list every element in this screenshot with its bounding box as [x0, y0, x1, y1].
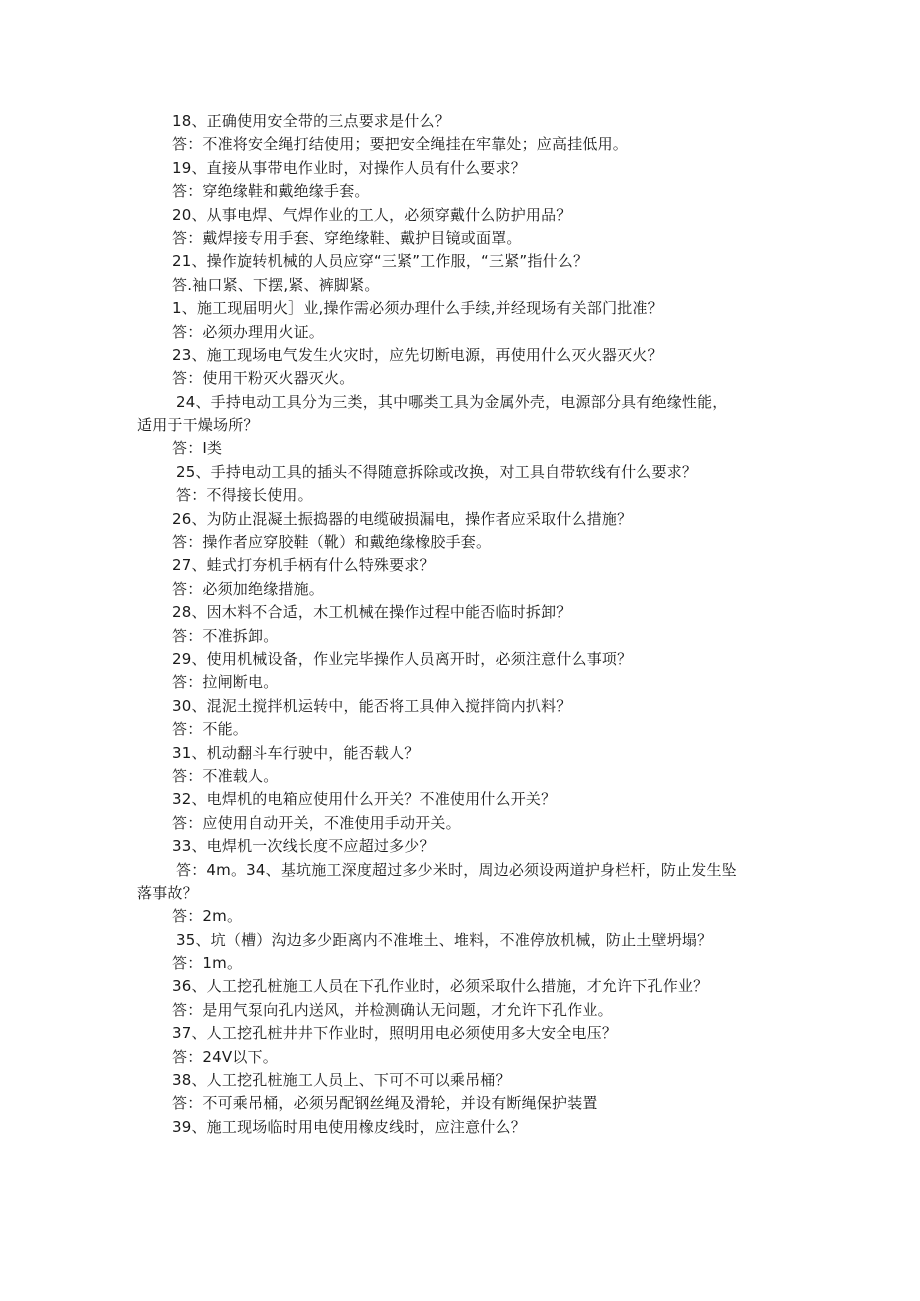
text-line: 24、手持电动工具分为三类，其中哪类工具为金属外壳，电源部分具有绝缘性能， [176, 392, 728, 411]
text-line: 答：不可乘吊桶，必须另配钢丝绳及滑轮，并设有断绳保护装置 [172, 1094, 598, 1113]
text-line: 答：2m。 [172, 907, 243, 926]
text-line: 36、人工挖孔桩施工人员在下孔作业时，必须采取什么措施，才允许下孔作业？ [172, 977, 709, 996]
qa-text-body [0, 110, 920, 1139]
text-line: 答：操作者应穿胶鞋（靴）和戴绝缘橡胶手套。 [172, 533, 492, 552]
text-line: 1、施工现届明火］业,操作需必须办理什么手续,并经现场有关部门批准？ [172, 299, 663, 318]
text-line: 26、为防止混凝土振捣器的电缆破损漏电，操作者应采取什么措施？ [172, 509, 633, 528]
text-line: 落事故？ [137, 883, 198, 902]
text-line: 28、因木料不合适，木工机械在操作过程中能否临时拆卸？ [172, 603, 572, 622]
text-line: 答：1m。 [172, 954, 243, 973]
text-line: 39、施工现场临时用电使用橡皮线时，应注意什么？ [172, 1117, 526, 1136]
text-line: 答：必须办理用火证。 [172, 322, 325, 341]
text-line: 37、人工挖孔桩井井下作业时，照明用电必须使用多大安全电压？ [172, 1024, 618, 1043]
text-line: 32、电焊机的电箱应使用什么开关？不准使用什么开关？ [172, 790, 557, 809]
text-line: 答：不能。 [172, 720, 249, 739]
text-line: 21、操作旋转机械的人员应穿“三紧”工作服，“三紧”指什么？ [172, 252, 589, 271]
text-line: 答：应使用自动开关，不准使用手动开关。 [172, 813, 461, 832]
text-line: 答：24V以下。 [172, 1047, 278, 1066]
text-line: 答：是用气泵向孔内送风，并检测确认无问题，才允许下孔作业。 [172, 1000, 613, 1019]
text-line: 答：拉闸断电。 [172, 673, 279, 692]
text-line: 20、从事电焊、气焊作业的工人，必须穿戴什么防护用品？ [172, 205, 572, 224]
text-line: 答：I类 [172, 439, 223, 458]
text-line: 35、坑（槽）沟边多少距离内不准堆土、堆料，不准停放机械，防止土壁坍塌？ [176, 930, 713, 949]
text-line: 答：穿绝缘鞋和戴绝缘手套。 [172, 182, 370, 201]
text-line: 答：不准载人。 [172, 766, 279, 785]
text-line: 23、施工现场电气发生火灾时，应先切断电源，再使用什么灭火器灭火？ [172, 345, 663, 364]
text-line: 18、正确使用安全带的三点要求是什么？ [172, 112, 450, 130]
text-line: 答.袖口紧、下摆,紧、裤脚紧。 [172, 275, 380, 294]
text-line: 答：使用干粉灭火器灭火。 [172, 369, 355, 388]
text-line: 答：戴焊接专用手套、穿绝缘鞋、戴护目镜或面罩。 [172, 228, 522, 247]
text-line: 答：必须加绝缘措施。 [172, 579, 325, 598]
text-line: 38、人工挖孔桩施工人员上、下可不可以乘吊桶？ [172, 1071, 511, 1090]
text-line: 19、直接从事带电作业时，对操作人员有什么要求？ [172, 158, 526, 177]
text-line: 33、电焊机一次线长度不应超过多少？ [172, 837, 435, 856]
text-line: 答：不准将安全绳打结使用；要把安全绳挂在牢靠处；应高挂低用。 [172, 135, 629, 154]
text-line: 答：不准拆卸。 [172, 626, 279, 645]
text-line: 27、蛙式打夯机手柄有什么特殊要求？ [172, 556, 435, 575]
text-line: 25、手持电动工具的插头不得随意拆除或改换，对工具自带软线有什么要求？ [176, 462, 698, 481]
text-line: 适用于干燥场所？ [137, 416, 259, 435]
text-line: 答：不得接长使用。 [176, 486, 313, 505]
text-line: 29、使用机械设备，作业完毕操作人员离开时，必须注意什么事项？ [172, 649, 633, 668]
text-line: 31、机动翻斗车行驶中，能否载人？ [172, 743, 420, 762]
text-line: 30、混泥土搅拌机运转中，能否将工具伸入搅拌筒内扒料？ [172, 696, 572, 715]
text-line: 答：4m。34、基坑施工深度超过多少米时，周边必须设两道护身栏杆，防止发生坠 [176, 860, 737, 879]
